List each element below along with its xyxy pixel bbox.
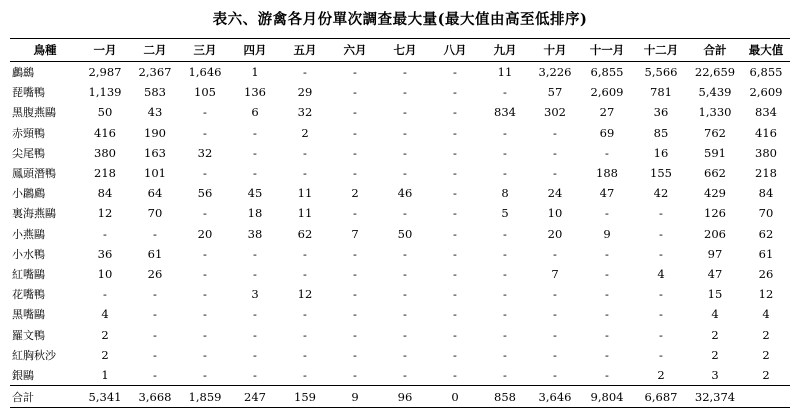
table-row (10, 345, 790, 365)
table-cell: - (453, 65, 457, 80)
table-cell: - (453, 145, 457, 160)
table-cell: - (403, 105, 407, 120)
table-cell: - (403, 206, 407, 221)
table-cell: - (103, 226, 107, 241)
table-cell: - (353, 287, 357, 302)
totals-label: 合計 (10, 386, 80, 408)
table-cell: 126 (704, 206, 726, 221)
totals-cell: 9 (330, 386, 380, 408)
table-cell: - (403, 166, 407, 181)
table-cell: 2 (657, 367, 665, 382)
table-cell: - (605, 145, 609, 160)
table-row (10, 102, 790, 122)
table-cell: - (203, 206, 207, 221)
table-cell: - (553, 367, 557, 382)
table-cell: - (553, 166, 557, 181)
table-cell: - (453, 186, 457, 201)
table-row (10, 143, 790, 163)
table-cell: - (203, 347, 207, 362)
table-cell: 1,330 (698, 105, 732, 120)
table-cell: 47 (707, 266, 723, 281)
table-cell: - (253, 347, 257, 362)
table-cell: - (303, 166, 307, 181)
table-cell: - (353, 307, 357, 322)
table-cell: 163 (144, 145, 166, 160)
table-cell: - (453, 266, 457, 281)
table-cell: - (253, 367, 257, 382)
table-cell: 206 (704, 226, 726, 241)
table-cell: 105 (194, 85, 216, 100)
table-cell: - (503, 287, 507, 302)
table-cell: 9 (603, 226, 611, 241)
table-cell: 1 (101, 367, 109, 382)
table-row (10, 244, 790, 264)
totals-cell: 858 (480, 386, 530, 408)
species-name: 鸕鷀 (12, 66, 34, 80)
table-cell: - (303, 246, 307, 261)
table-cell: - (453, 166, 457, 181)
table-cell: 70 (147, 206, 163, 221)
table-cell: 4 (101, 307, 109, 322)
table-cell: - (453, 105, 457, 120)
column-header: 九月 (480, 39, 530, 62)
table-cell: - (553, 307, 557, 322)
table-cell: - (503, 125, 507, 140)
species-name: 裏海燕鷗 (12, 207, 56, 221)
table-cell: 302 (544, 105, 566, 120)
table-cell: - (553, 347, 557, 362)
table-cell: 2,367 (138, 65, 172, 80)
column-header: 八月 (430, 39, 480, 62)
table-cell: 12 (97, 206, 113, 221)
table-cell: - (403, 125, 407, 140)
table-cell: - (303, 65, 307, 80)
table-cell: - (553, 125, 557, 140)
max-count-table (10, 38, 790, 408)
species-name: 花嘴鴨 (12, 288, 45, 302)
table-cell: - (503, 145, 507, 160)
table-cell: - (605, 287, 609, 302)
table-cell: - (353, 206, 357, 221)
table-cell: - (403, 367, 407, 382)
table-cell: - (253, 166, 257, 181)
species-name: 銀鷗 (12, 368, 34, 382)
table-cell: - (253, 246, 257, 261)
table-cell: 2 (762, 327, 770, 342)
table-cell: - (503, 367, 507, 382)
table-row (10, 123, 790, 143)
table-cell: 2 (101, 347, 109, 362)
table-cell: - (403, 287, 407, 302)
species-name: 黑腹燕鷗 (12, 106, 56, 120)
table-cell: - (203, 266, 207, 281)
table-cell: 36 (97, 246, 113, 261)
table-cell: - (203, 367, 207, 382)
table-cell: 781 (650, 85, 672, 100)
table-cell: - (503, 246, 507, 261)
table-cell: 6,855 (749, 65, 783, 80)
table-cell: 101 (144, 166, 166, 181)
table-cell: - (503, 347, 507, 362)
table-cell: - (353, 65, 357, 80)
table-cell: 380 (94, 145, 116, 160)
table-cell: - (605, 347, 609, 362)
table-cell: - (453, 125, 457, 140)
table-cell: 190 (144, 125, 166, 140)
table-cell: 42 (653, 186, 669, 201)
table-cell: 50 (97, 105, 113, 120)
table-cell: - (353, 266, 357, 281)
table-cell: - (659, 206, 663, 221)
table-cell: 2,987 (88, 65, 122, 80)
table-cell: - (353, 85, 357, 100)
table-cell: 29 (297, 85, 313, 100)
table-row (10, 224, 790, 244)
column-header: 四月 (230, 39, 280, 62)
table-cell: 32 (197, 145, 213, 160)
table-cell: - (453, 85, 457, 100)
column-header: 三月 (180, 39, 230, 62)
table-cell: 6 (251, 105, 259, 120)
table-cell: - (153, 367, 157, 382)
table-cell: - (203, 166, 207, 181)
table-cell: 38 (247, 226, 263, 241)
table-cell: 4 (711, 307, 719, 322)
table-row (10, 183, 790, 203)
table-cell: - (659, 226, 663, 241)
table-cell: 11 (497, 65, 513, 80)
table-cell: 834 (494, 105, 516, 120)
table-cell: 416 (94, 125, 116, 140)
table-cell: 84 (97, 186, 113, 201)
table-cell: 97 (707, 246, 723, 261)
table-cell: 2 (301, 125, 309, 140)
totals-cell: 9,804 (580, 386, 634, 408)
table-cell: 47 (599, 186, 615, 201)
table-cell: - (403, 327, 407, 342)
column-header: 十月 (530, 39, 580, 62)
totals-cell: 3,646 (530, 386, 580, 408)
column-header: 六月 (330, 39, 380, 62)
table-cell: 12 (297, 287, 313, 302)
table-cell: 32 (297, 105, 313, 120)
table-cell: 3 (711, 367, 719, 382)
table-cell: - (453, 206, 457, 221)
table-cell: - (453, 307, 457, 322)
table-row (10, 284, 790, 304)
table-cell: 4 (657, 266, 665, 281)
table-cell: 2 (351, 186, 359, 201)
table-cell: 3,226 (538, 65, 572, 80)
table-cell: - (403, 307, 407, 322)
column-header: 十一月 (580, 39, 634, 62)
species-name: 紅嘴鷗 (12, 267, 45, 281)
table-cell: - (453, 226, 457, 241)
table-cell: 1,139 (88, 85, 122, 100)
table-cell: 18 (247, 206, 263, 221)
table-cell: - (553, 145, 557, 160)
table-cell: - (453, 246, 457, 261)
table-cell: - (303, 266, 307, 281)
table-cell: - (153, 327, 157, 342)
table-cell: - (605, 327, 609, 342)
table-cell: - (253, 266, 257, 281)
table-cell: - (453, 347, 457, 362)
table-cell: - (153, 347, 157, 362)
table-cell: - (553, 287, 557, 302)
table-cell: 2 (711, 347, 719, 362)
species-name: 小水鴨 (12, 247, 45, 261)
table-cell: - (403, 65, 407, 80)
table-cell: - (353, 246, 357, 261)
table-cell: 591 (704, 145, 726, 160)
table-cell: - (503, 327, 507, 342)
column-header: 五月 (280, 39, 330, 62)
table-cell: 155 (650, 166, 672, 181)
table-cell: - (203, 307, 207, 322)
table-cell: - (253, 307, 257, 322)
table-cell: 50 (397, 226, 413, 241)
table-cell: - (605, 206, 609, 221)
table-cell: - (503, 166, 507, 181)
table-cell: 2 (101, 327, 109, 342)
table-cell: 2 (762, 367, 770, 382)
table-cell: 11 (297, 186, 313, 201)
table-cell: - (503, 307, 507, 322)
table-row (10, 365, 790, 386)
table-cell: 56 (197, 186, 213, 201)
header-row (10, 39, 790, 62)
table-cell: 218 (755, 166, 777, 181)
table-cell: - (503, 85, 507, 100)
table-cell: - (353, 105, 357, 120)
table-cell: 26 (758, 266, 774, 281)
table-cell: 64 (147, 186, 163, 201)
species-name: 紅胸秋沙 (12, 348, 56, 362)
table-row (10, 304, 790, 324)
table-cell: - (403, 145, 407, 160)
totals-row (10, 386, 790, 408)
table-cell: - (453, 287, 457, 302)
table-cell: - (659, 347, 663, 362)
table-cell: - (353, 145, 357, 160)
table-cell: 5,566 (644, 65, 678, 80)
table-row (10, 324, 790, 344)
species-name: 鳳頭潛鴨 (12, 167, 56, 181)
table-cell: - (605, 246, 609, 261)
totals-cell: 6,687 (634, 386, 688, 408)
table-cell: - (353, 125, 357, 140)
table-cell: - (503, 226, 507, 241)
table-cell: - (203, 125, 207, 140)
totals-cell: 247 (230, 386, 280, 408)
table-cell: - (203, 287, 207, 302)
table-cell: 85 (653, 125, 669, 140)
column-header: 七月 (380, 39, 430, 62)
table-cell: 36 (653, 105, 669, 120)
species-name: 琵嘴鴨 (12, 86, 45, 100)
table-cell: 15 (707, 287, 723, 302)
species-name: 尖尾鴨 (12, 146, 45, 160)
species-name: 小燕鷗 (12, 227, 45, 241)
totals-cell: 96 (380, 386, 430, 408)
table-cell: - (203, 246, 207, 261)
column-header: 二月 (130, 39, 180, 62)
table-cell: 24 (547, 186, 563, 201)
table-cell: - (353, 327, 357, 342)
table-cell: 20 (547, 226, 563, 241)
column-header: 合計 (688, 39, 742, 62)
table-cell: 61 (758, 246, 774, 261)
table-row (10, 62, 790, 83)
table-cell: - (353, 166, 357, 181)
table-cell: - (453, 367, 457, 382)
table-cell: 136 (244, 85, 266, 100)
table-cell: - (303, 367, 307, 382)
totals-cell: 3,668 (130, 386, 180, 408)
table-cell: 12 (758, 287, 774, 302)
table-cell: 45 (247, 186, 263, 201)
species-name: 黑嘴鷗 (12, 308, 45, 322)
table-cell: 4 (762, 307, 770, 322)
table-row (10, 264, 790, 284)
table-cell: - (403, 85, 407, 100)
table-cell: - (303, 307, 307, 322)
table-cell: 1 (251, 65, 259, 80)
table-cell: - (659, 287, 663, 302)
table-cell: 2,609 (590, 85, 624, 100)
table-cell: - (303, 145, 307, 160)
table-cell: - (659, 327, 663, 342)
table-cell: 20 (197, 226, 213, 241)
table-cell: 70 (758, 206, 774, 221)
table-cell: 57 (547, 85, 563, 100)
table-cell: - (253, 125, 257, 140)
table-cell: 61 (147, 246, 163, 261)
species-name: 赤頸鴨 (12, 126, 45, 140)
table-cell: 5 (501, 206, 509, 221)
table-cell: - (403, 246, 407, 261)
table-cell: - (253, 327, 257, 342)
table-cell: - (153, 287, 157, 302)
table-row (10, 163, 790, 183)
table-cell: 3 (251, 287, 259, 302)
table-row (10, 203, 790, 223)
table-cell: 69 (599, 125, 615, 140)
totals-cell (742, 386, 790, 408)
table-cell: 11 (297, 206, 313, 221)
table-cell: - (453, 327, 457, 342)
table-cell: - (353, 347, 357, 362)
table-cell: 416 (755, 125, 777, 140)
table-cell: 662 (704, 166, 726, 181)
totals-cell: 1,859 (180, 386, 230, 408)
table-cell: - (403, 347, 407, 362)
table-cell: - (553, 246, 557, 261)
table-cell: - (303, 347, 307, 362)
table-cell: - (303, 327, 307, 342)
table-cell: 10 (97, 266, 113, 281)
table-cell: - (553, 327, 557, 342)
table-cell: 43 (147, 105, 163, 120)
table-cell: - (103, 287, 107, 302)
totals-cell: 32,374 (688, 386, 742, 408)
species-name: 小鸊鷉 (12, 187, 45, 201)
table-cell: 26 (147, 266, 163, 281)
table-cell: - (403, 266, 407, 281)
totals-cell: 5,341 (80, 386, 130, 408)
table-cell: 46 (397, 186, 413, 201)
table-cell: - (605, 266, 609, 281)
table-cell: - (605, 367, 609, 382)
table-cell: - (153, 307, 157, 322)
table-cell: 5,439 (698, 85, 732, 100)
table-cell: 8 (501, 186, 509, 201)
column-header: 最大值 (742, 39, 790, 62)
table-cell: 188 (596, 166, 618, 181)
table-cell: - (203, 327, 207, 342)
table-cell: 1,646 (188, 65, 222, 80)
table-cell: 16 (653, 145, 669, 160)
totals-cell: 0 (430, 386, 480, 408)
table-cell: 2 (762, 347, 770, 362)
table-row (10, 82, 790, 102)
table-cell: 22,659 (694, 65, 736, 80)
table-cell: 380 (755, 145, 777, 160)
table-cell: - (253, 145, 257, 160)
table-cell: - (605, 307, 609, 322)
column-header-species: 鳥種 (10, 39, 80, 62)
table-cell: 6,855 (590, 65, 624, 80)
table-cell: - (153, 226, 157, 241)
table-cell: - (353, 367, 357, 382)
table-cell: 834 (755, 105, 777, 120)
table-cell: 2 (711, 327, 719, 342)
table-cell: 7 (351, 226, 359, 241)
table-cell: - (203, 105, 207, 120)
table-cell: - (503, 266, 507, 281)
table-cell: 2,609 (749, 85, 783, 100)
table-cell: 62 (297, 226, 313, 241)
table-cell: 84 (758, 186, 774, 201)
table-cell: 10 (547, 206, 563, 221)
table-cell: - (659, 307, 663, 322)
table-cell: 27 (599, 105, 615, 120)
species-name: 羅文鴨 (12, 328, 45, 342)
table-title: 表六、游禽各月份單次調查最大量(最大值由高至低排序) (212, 11, 588, 28)
table-cell: 218 (94, 166, 116, 181)
table-cell: 429 (704, 186, 726, 201)
table-cell: 62 (758, 226, 774, 241)
column-header: 一月 (80, 39, 130, 62)
table-cell: 583 (144, 85, 166, 100)
column-header: 十二月 (634, 39, 688, 62)
table-cell: 762 (704, 125, 726, 140)
table-cell: - (659, 246, 663, 261)
table-cell: 7 (551, 266, 559, 281)
totals-cell: 159 (280, 386, 330, 408)
